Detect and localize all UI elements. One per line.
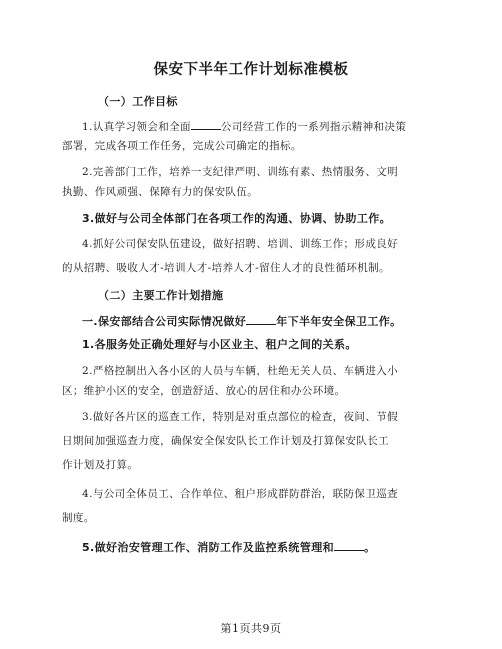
paragraph-line: 执勤、作风顽强、保障有力的保安队伍。	[62, 186, 259, 198]
section-heading-goals: （一）工作目标	[98, 95, 178, 108]
paragraph-line: 日期间加强巡查力度，确保安全保安队长工作计划及打算保安队长工	[62, 435, 389, 447]
paragraph-line: 制度。	[62, 512, 95, 524]
paragraph-line-bold: 5.做好治安管理工作、消防工作及监控系统管理和 。	[82, 541, 376, 554]
paragraph-line: 2.完善部门工作，培养一支纪律严明、训练有素、热情服务、文明	[82, 166, 399, 178]
paragraph-line: 2.严格控制出入各小区的人员与车辆，杜绝无关人员、车辆进入小	[82, 365, 399, 377]
paragraph-line-bold: 3.做好与公司全体部门在各项工作的沟通、协调、协助工作。	[82, 212, 392, 225]
paragraph-line: 4.抓好公司保安队伍建设，做好招聘、培训、训练工作；形成良好	[82, 238, 399, 250]
paragraph-line-bold: 一.保安部结合公司实际情况做好 年下半年安全保卫工作。	[82, 315, 402, 328]
page-indicator: 第1页共9页	[220, 622, 282, 635]
paragraph-line: 作计划及打算。	[62, 459, 139, 471]
paragraph-line: 区；维护小区的安全，创造舒适、放心的居住和办公环境。	[62, 385, 346, 397]
paragraph-line-bold: 1.各服务处正确处理好与小区业主、租户之间的关系。	[82, 338, 357, 351]
paragraph-line: 1.认真学习领会和全面 公司经营工作的一系列指示精神和决策	[82, 121, 407, 133]
paragraph-line: 4.与公司全体员工、合作单位、租户形成群防群治，联防保卫巡查	[82, 488, 399, 500]
fill-blank	[191, 119, 221, 130]
paragraph-line: 3.做好各片区的巡查工作，特别是对重点部位的检查，夜间、节假	[82, 411, 399, 423]
fill-blank	[246, 314, 276, 325]
paragraph-line: 的从招聘、吸收人才-培训人才-培养人才-留住人才的良性循环机制。	[62, 262, 390, 274]
section-heading-measures: （二）主要工作计划措施	[98, 289, 224, 302]
paragraph-line: 部署，完成各项工作任务，完成公司确定的指标。	[62, 140, 302, 152]
fill-blank	[334, 540, 364, 551]
document-title: 保安下半年工作计划标准模板	[153, 61, 349, 78]
